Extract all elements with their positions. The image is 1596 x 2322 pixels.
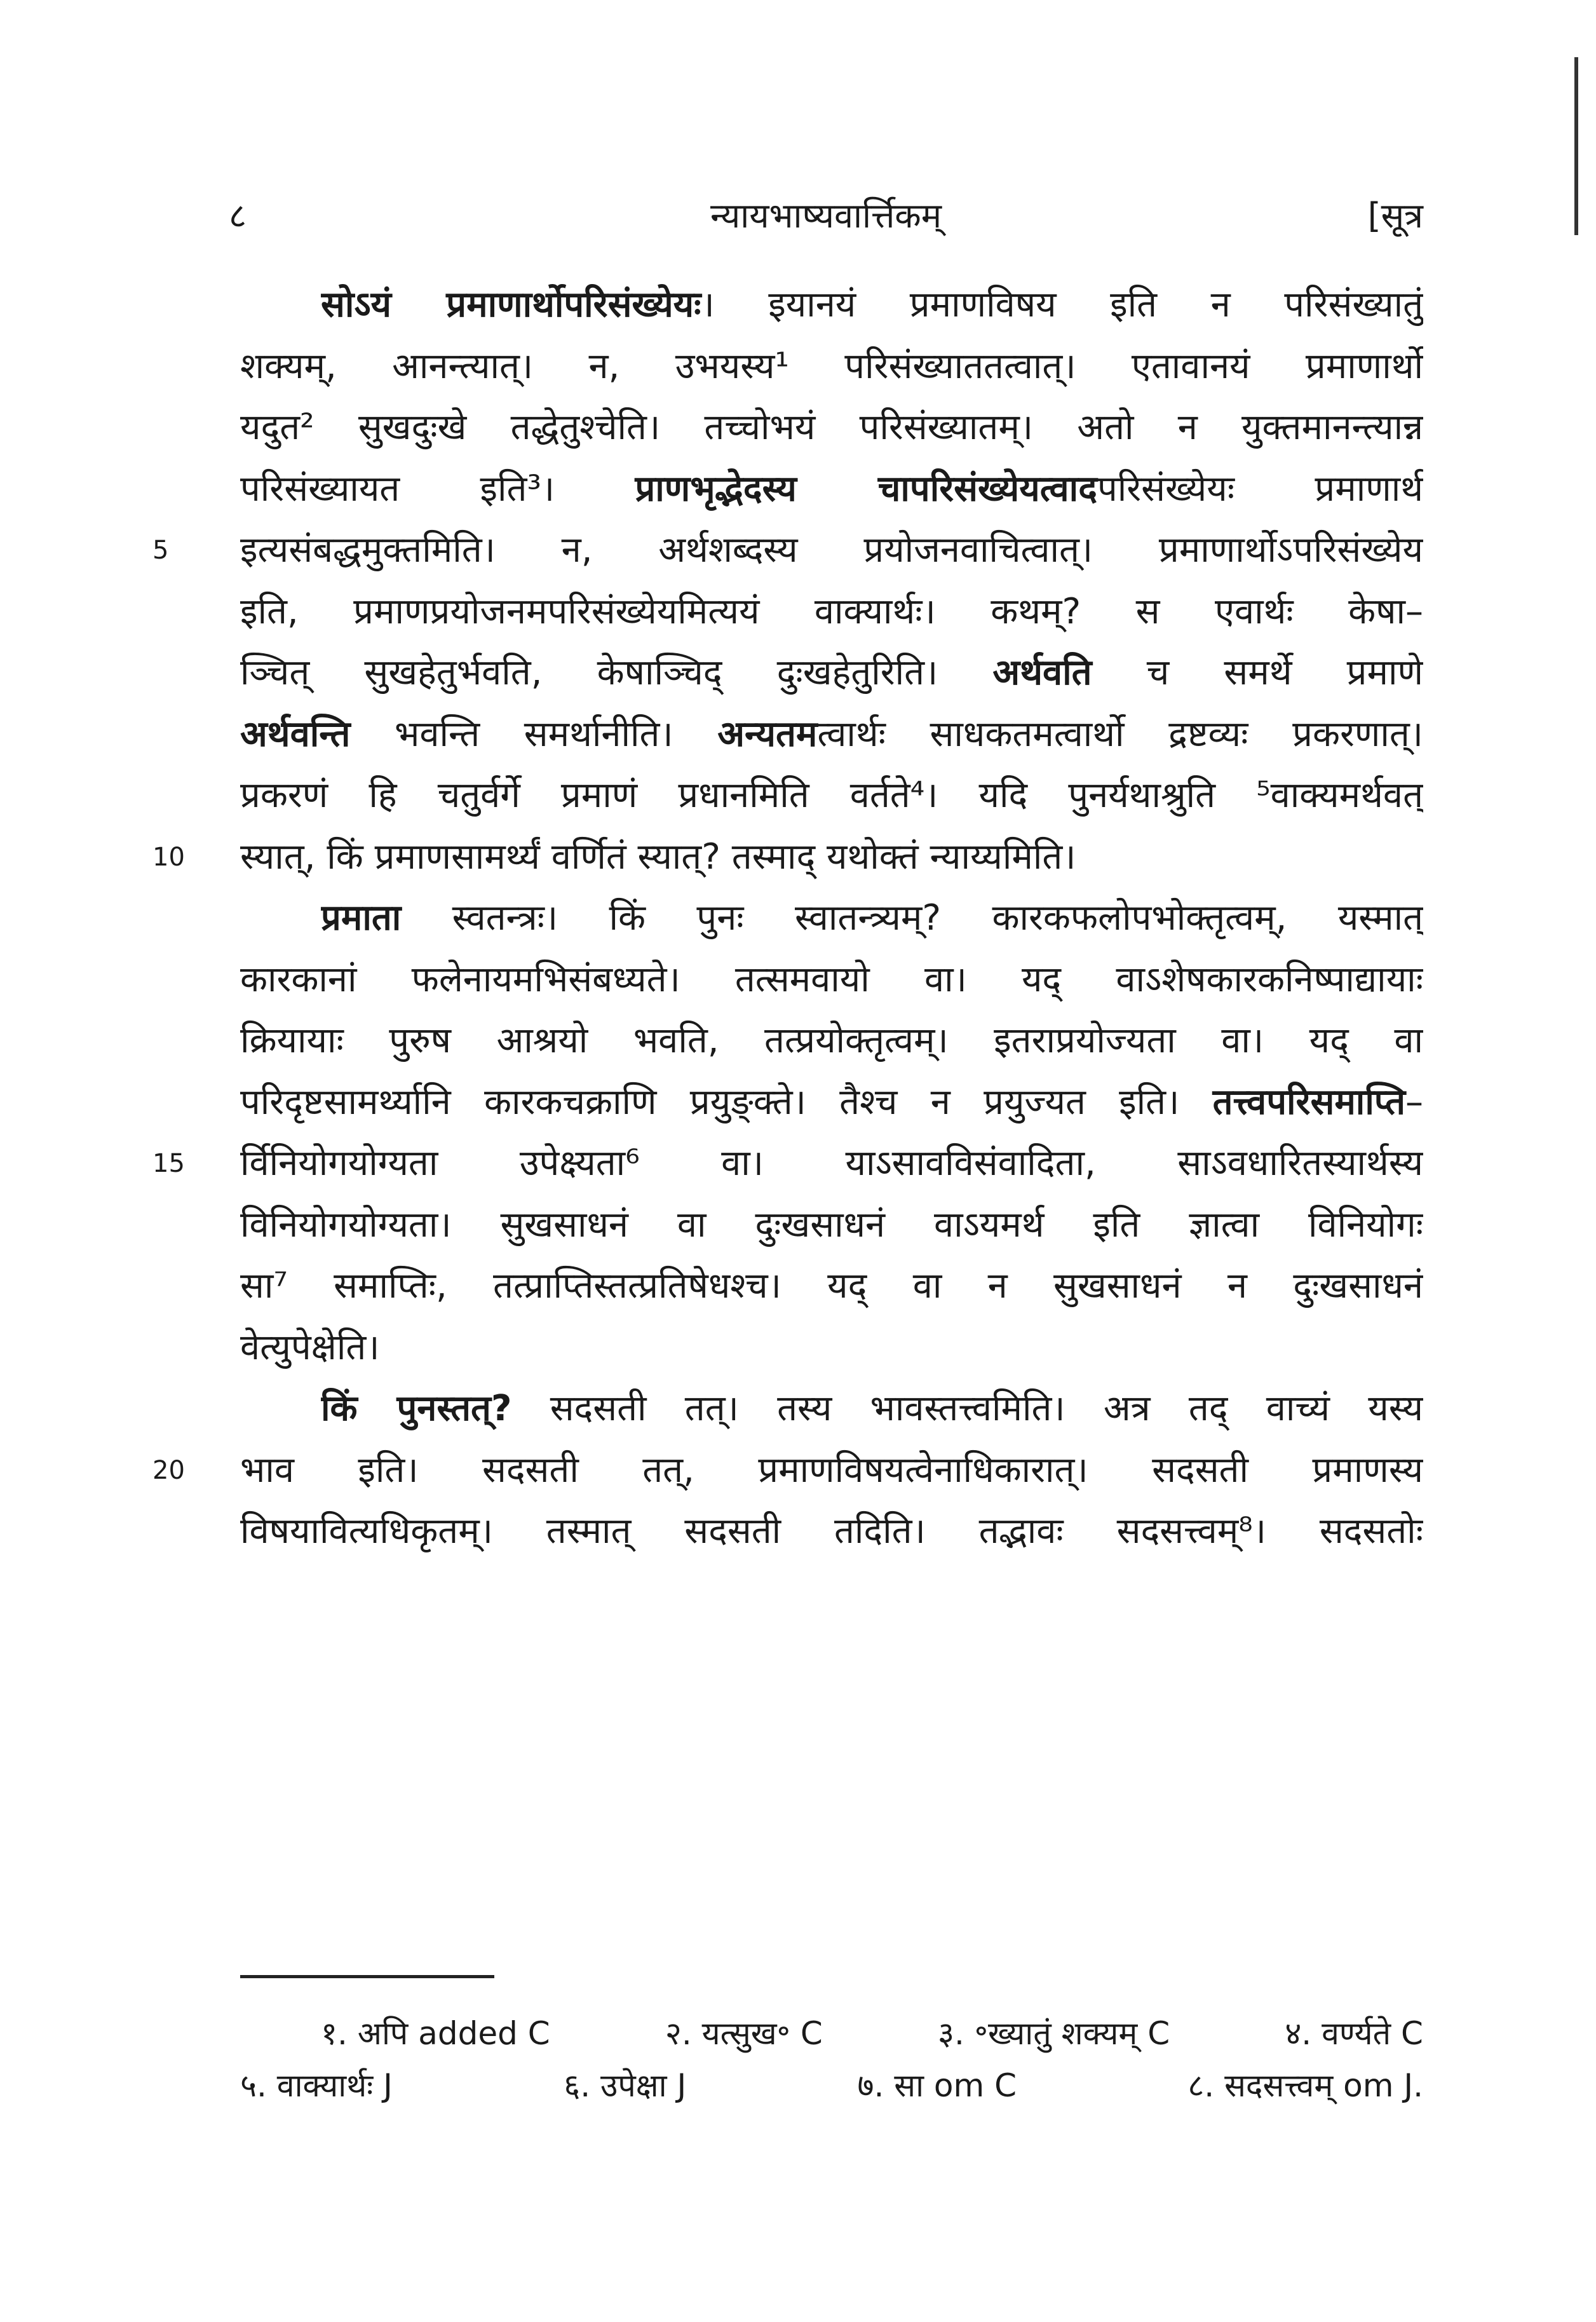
text-segment: इत्यसंबद्धमुक्तमिति। न, अर्थशब्दस्य प्रयोजनवाचित्वात्। प्रमाणार्थोऽपरिसंख्येय xyxy=(240,529,1423,571)
line-number: 15 xyxy=(152,1149,185,1178)
text-line xyxy=(240,1501,1423,1562)
bold-term: अर्थवन्ति xyxy=(240,713,351,755)
text-segment: ञ्चित् सुखहेतुर्भवति, केषाञ्चिद् दुःखहेतुरिति। xyxy=(240,652,993,693)
text-segment: परिसंख्यायत इति³। xyxy=(240,468,635,510)
text-line xyxy=(240,1010,1423,1071)
text-line xyxy=(240,397,1423,458)
bold-term: तत्त्वपरिसमाप्ति xyxy=(1212,1081,1405,1123)
text-segment: क्रियायाः पुरुष आश्रयो भवति, तत्प्रयोक्तृत्वम्। इतराप्रयोज्यता वा। यद् वा xyxy=(240,1020,1423,1061)
text-segment: प्रकरणं हि चतुर्वर्गे प्रमाणं प्रधानमिति वर्तते⁴। यदि पुनर्यथाश्रुति ⁵वाक्यमर्थवत् xyxy=(240,775,1423,816)
running-title: न्यायभाष्यवार्त्तिकम् xyxy=(710,196,942,236)
footnote-row xyxy=(240,2060,1423,2111)
text-segment: त्वार्थः साधकतमत्वार्थो द्रष्टव्यः प्रकरणात्। xyxy=(817,713,1423,755)
bold-term: अर्थवति xyxy=(992,652,1092,693)
text-segment: स्वतन्त्रः। किं पुनः स्वातन्त्र्यम्? कारकफलोपभोक्तृत्वम्, यस्मात् xyxy=(401,897,1423,939)
line-number: 10 xyxy=(152,842,185,872)
text-line xyxy=(240,1317,1423,1378)
text-line xyxy=(240,459,1423,520)
text-line xyxy=(240,765,1423,826)
text-segment: सदसती तत्। तस्य भावस्तत्त्वमिति। अत्र तद् वाच्यं यस्य xyxy=(511,1388,1423,1429)
page-number: ८ xyxy=(229,196,247,236)
text-line xyxy=(240,581,1423,642)
text-segment: – xyxy=(1405,1081,1423,1123)
bold-term: सोऽयं प्रमाणार्थोपरिसंख्येयः xyxy=(321,284,701,325)
text-segment: सा⁷ समाप्तिः, तत्प्राप्तिस्तत्प्रतिषेधश्च। यद् वा न सुखसाधनं न दुःखसाधनं xyxy=(240,1265,1423,1307)
text-segment: विनियोगयोग्यता। सुखसाधनं वा दुःखसाधनं वाऽयमर्थ इति ज्ञात्वा विनियोगः xyxy=(240,1204,1423,1246)
line-number: 20 xyxy=(152,1455,185,1485)
footnote: ८. सदसत्त्वम् om J. xyxy=(1187,2067,1423,2104)
scan-edge-mark xyxy=(1574,57,1578,235)
text-line xyxy=(240,1256,1423,1317)
text-line xyxy=(240,1133,1423,1194)
text-segment: स्यात्, किं प्रमाणसामर्थ्यं वर्णितं स्यात्? तस्माद् यथोक्तं न्याय्यमिति। xyxy=(240,836,1076,878)
bold-term: प्रमाता xyxy=(321,897,402,939)
footnote: ६. उपेक्षा J xyxy=(564,2067,687,2104)
text-segment: परिसंख्येयः प्रमाणार्थ xyxy=(1097,468,1423,510)
line-number: 5 xyxy=(152,536,169,565)
text-segment: । इयानयं प्रमाणविषय इति न परिसंख्यातुं xyxy=(701,284,1423,325)
text-line xyxy=(240,827,1423,888)
text-segment: च समर्थे प्रमाणे xyxy=(1092,652,1423,693)
text-segment: वेत्युपेक्षेति। xyxy=(240,1326,380,1368)
footnote: १. अपि added C xyxy=(321,2015,550,2052)
text-segment: शक्यम्, आनन्त्यात्। न, उभयस्य¹ परिसंख्याततत्वात्। एतावानयं प्रमाणार्थो xyxy=(240,345,1423,387)
text-line xyxy=(240,1440,1423,1501)
running-header xyxy=(229,191,1423,254)
footnote: ७. सा om C xyxy=(857,2067,1017,2104)
bold-term: प्राणभृद्भेदस्य चापरिसंख्येयत्वाद xyxy=(635,468,1097,510)
text-segment: इति, प्रमाणप्रयोजनमपरिसंख्येयमित्ययं वाक्यार्थः। कथम्? स एवार्थः केषा– xyxy=(240,590,1423,632)
text-line xyxy=(321,1378,1423,1439)
bold-term: अन्यतम xyxy=(717,713,818,755)
text-line xyxy=(321,275,1423,336)
text-line xyxy=(240,1072,1423,1133)
text-segment: विषयावित्यधिकृतम्। तस्मात् सदसती तदिति। तद्भावः सदसत्त्वम्⁸। सदसतोः xyxy=(240,1511,1423,1552)
text-segment: भवन्ति समर्थानीति। xyxy=(350,713,718,755)
text-line xyxy=(321,888,1423,949)
footnote: ५. वाक्यार्थः J xyxy=(240,2067,393,2104)
footnote-row xyxy=(321,2008,1423,2059)
text-segment: भाव इति। सदसती तत्, प्रमाणविषयत्वेनाधिकारात्। सदसती प्रमाणस्य xyxy=(240,1449,1423,1491)
text-line xyxy=(240,1195,1423,1256)
text-segment: परिदृष्टसामर्थ्यानि कारकचक्राणि प्रयुङ्क्ते। तैश्च न प्रयुज्यत इति। xyxy=(240,1081,1213,1123)
text-line xyxy=(240,949,1423,1010)
text-segment: कारकानां फलेनायमभिसंबध्यते। तत्समवायो वा। यद् वाऽशेषकारकनिष्पाद्यायाः xyxy=(240,958,1423,1000)
text-line xyxy=(240,704,1423,765)
footnote-rule xyxy=(240,1975,494,1978)
text-line xyxy=(240,642,1423,703)
footnote: ४. वर्ण्यते C xyxy=(1285,2015,1423,2052)
footnote: ३. ॰ख्यातुं शक्यम् C xyxy=(937,2015,1170,2052)
bold-term: किं पुनस्तत्? xyxy=(321,1388,512,1429)
text-line xyxy=(240,520,1423,581)
text-line xyxy=(240,336,1423,397)
text-segment: यदुत² सुखदुःखे तद्धेतुश्चेति। तच्चोभयं परिसंख्यातम्। अतो न युक्तमानन्त्यान्न xyxy=(240,407,1423,448)
footnote: २. यत्सुख॰ C xyxy=(665,2015,823,2052)
text-segment: र्विनियोगयोग्यता उपेक्ष्यता⁶ वा। याऽसावविसंवादिता, साऽवधारितस्यार्थस्य xyxy=(240,1143,1423,1184)
section-label: [सूत्र xyxy=(1367,196,1423,236)
